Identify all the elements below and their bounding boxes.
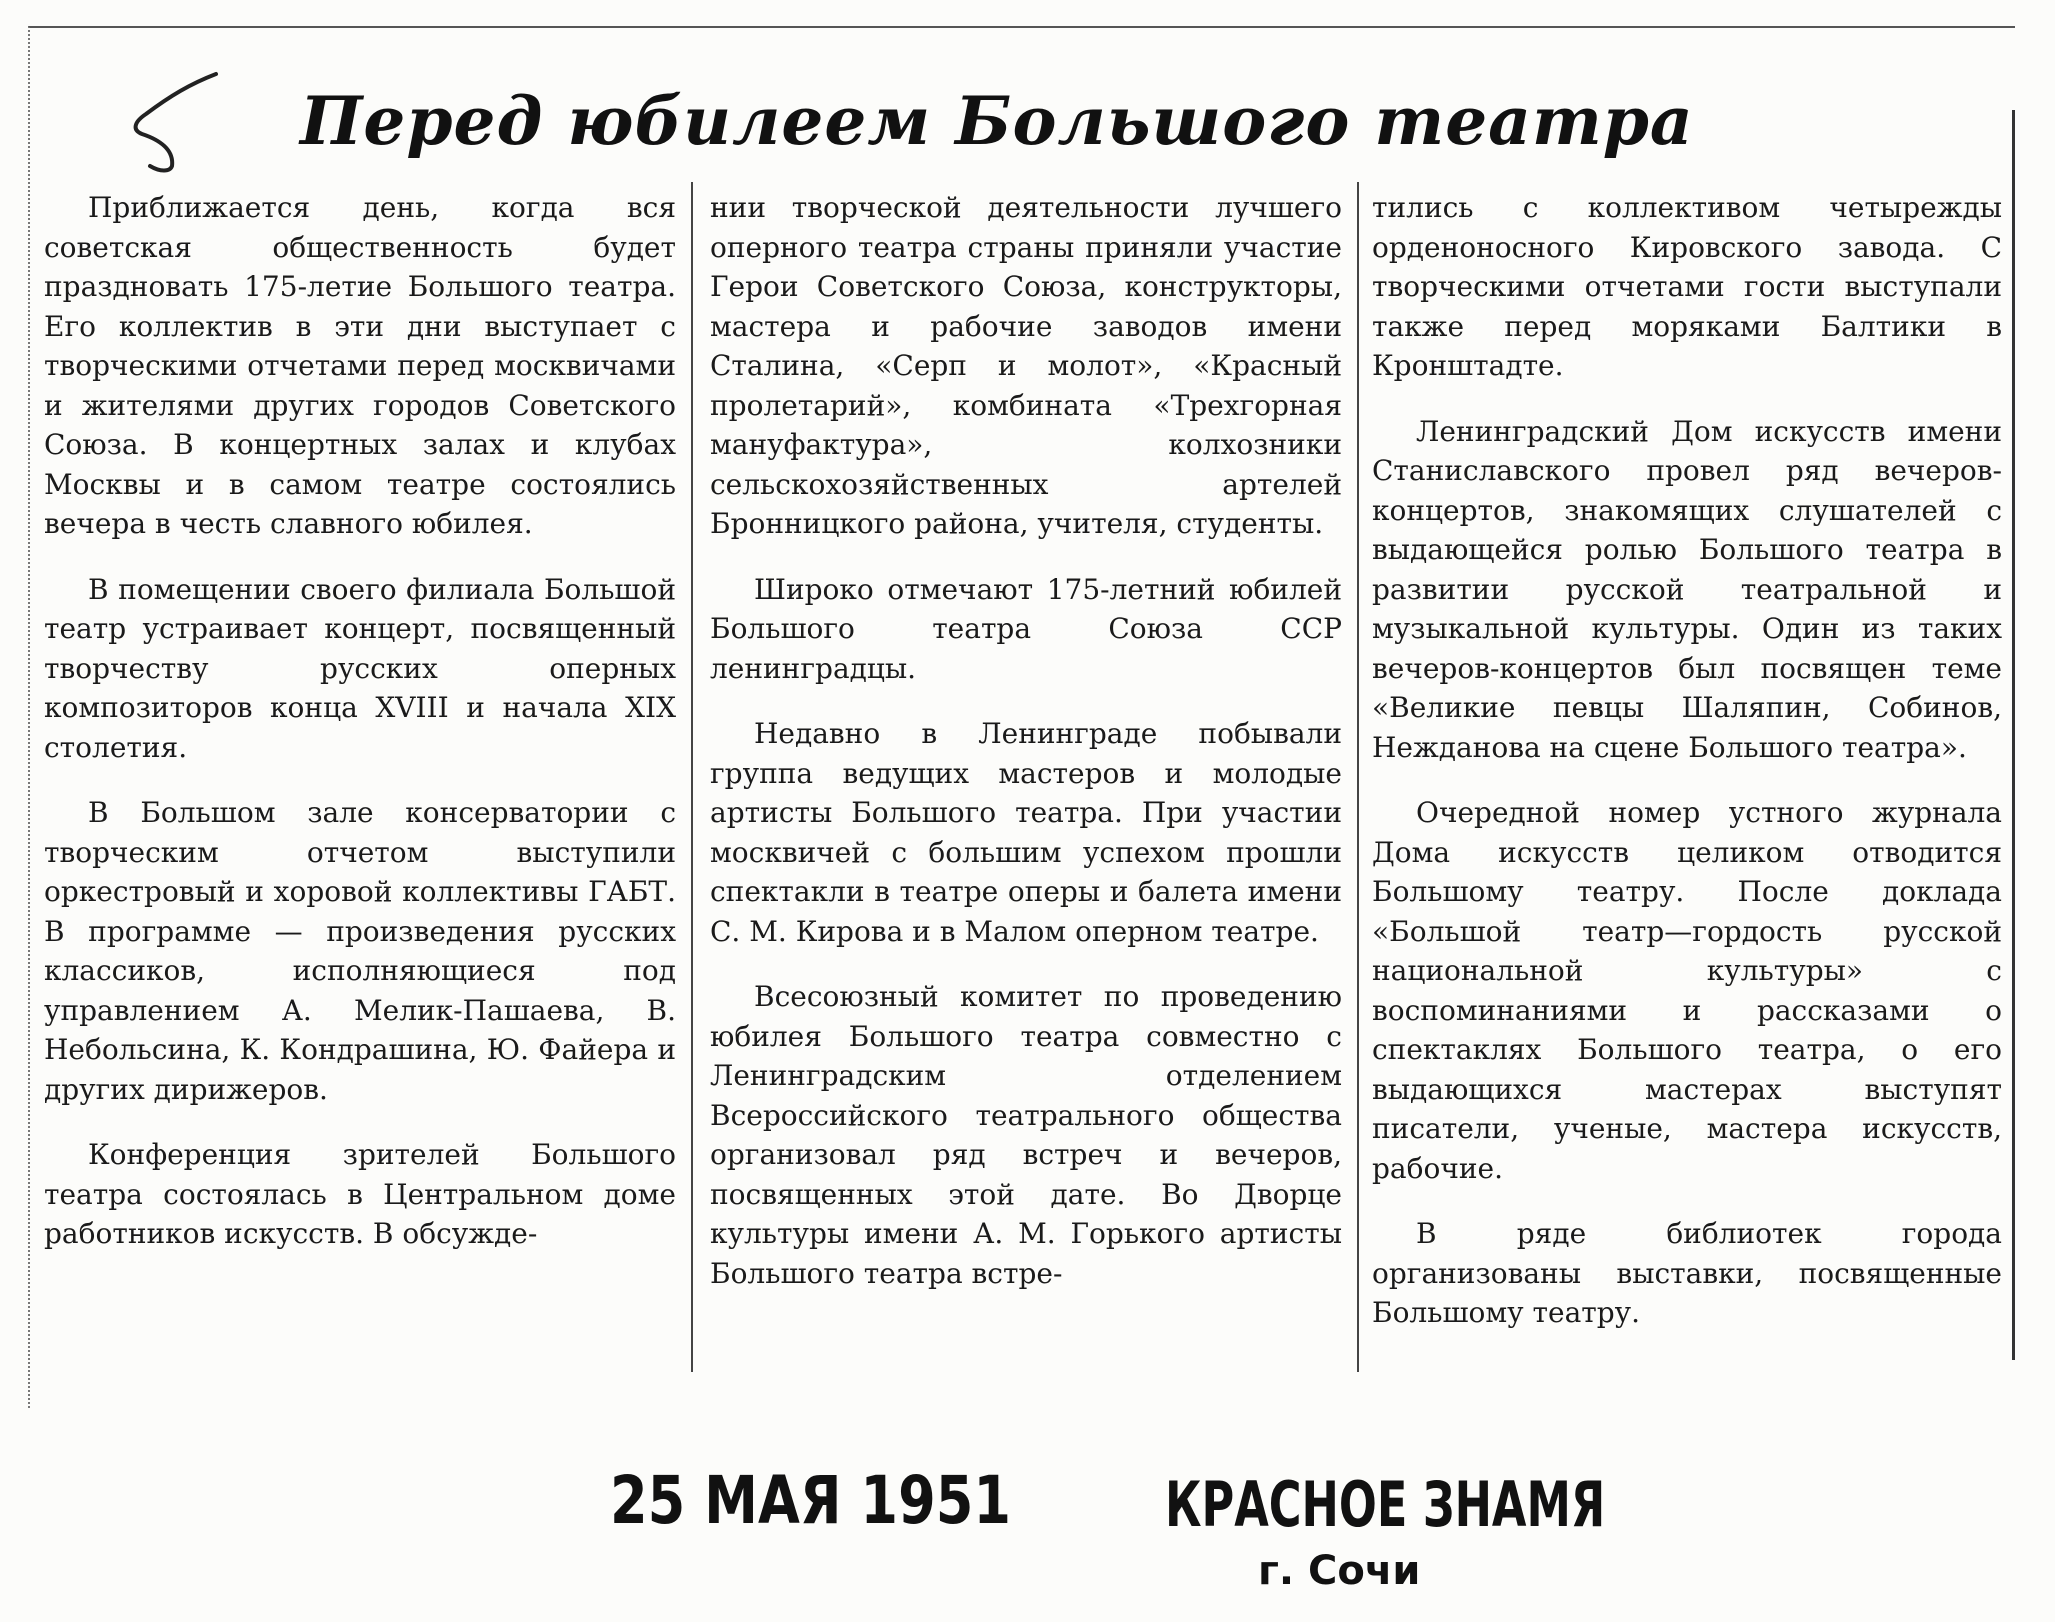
paragraph: Недавно в Ленинграде побывали группа ведущих мастеров и молодые артисты Большого театра. При участии москвичей с большим успехом прошли спектакли в театре оперы и балета имени С. М. Кирова и в Малом оперном театре. [710,717,1342,948]
article-column-3 [1372,188,2002,1359]
article-headline: Перед юбилеем Большого театра [300,82,1694,160]
handwritten-number-mark [120,66,230,176]
paragraph: Приближается день, когда вся советская общественность будет праздновать 175-летие Большого театра. Его коллектив в эти дни выступает с творческими отчетами перед москвичами и жителями других городов Советского Союза. В концертных залах и клубах Москвы и в самом театре состоялись вечера в честь славного юбилея. [44,191,676,540]
right-edge-rule [2012,110,2015,1360]
paragraph: тились с коллективом четырежды орденоносного Кировского завода. С творческими отчетами гости выступали также перед моряками Балтики в Кронштадте. [1372,191,2002,382]
paragraph: Конференция зрителей Большого театра состоялась в Центральном доме работников искусств. В обсужде- [44,1138,676,1250]
paragraph: В Большом зале консерватории с творческим отчетом выступили оркестровый и хоровой коллективы ГАБТ. В программе — произведения русских классиков, исполняющиеся под управлением А. Мелик-Пашаева, В. Небольсина, К. Кондрашина, Ю. Файера и других дирижеров. [44,796,676,1106]
stamp-newspaper-name: КРАСНОЕ ЗНАМЯ [1165,1468,1606,1541]
paragraph: Ленинградский Дом искусств имени Станиславского провел ряд вечеров-концертов, знакомящих слушателей с выдающейся ролью Большого театра в развитии русской театральной и музыкальной культуры. Один из таких вечеров-концертов был посвящен теме «Великие певцы Шаляпин, Собинов, Нежданова на сцене Большого театра». [1372,414,2002,764]
column-divider [691,182,693,1372]
paragraph: В ряде библиотек города организованы выставки, посвященные Большому театру. [1372,1217,2002,1329]
paragraph: нии творческой деятельности лучшего оперного театра страны приняли участие Герои Советского Союза, конструкторы, мастера и рабочие заводов имени Сталина, «Серп и молот», «Красный пролетарий», комбината «Трехгорная мануфактура», колхозники сельскохозяйственных артелей Бронницкого района, учителя, студенты. [710,191,1342,540]
stamp-city: г. Сочи [1258,1548,1421,1594]
paragraph: Широко отмечают 175-летний юбилей Большого театра Союза ССР ленинградцы. [710,572,1342,685]
stamp-date: 25 МАЯ 1951 [610,1462,1012,1539]
column-divider [1357,182,1359,1372]
article-column-2 [710,188,1342,1319]
paragraph: Всесоюзный комитет по проведению юбилея Большого театра совместно с Ленинградским отделением Всероссийского театрального общества организовал ряд встреч и вечеров, посвященных этой дате. Во Дворце культуры имени А. М. Горького артисты Большого театра встре- [710,980,1342,1290]
article-column-1 [44,188,676,1280]
paragraph: Очередной номер устного журнала Дома искусств целиком отводится Большому театру. После доклада «Большой театр—гордость русской национальной культуры» с воспоминаниями и рассказами о спектаклях Большого театра, о его выдающихся мастерах выступят писатели, ученые, мастера искусств, рабочие. [1372,796,2002,1185]
paragraph: В помещении своего филиала Большой театр устраивает концерт, посвященный творчеству русских оперных композиторов конца XVIII и начала XIX столетия. [44,572,676,764]
